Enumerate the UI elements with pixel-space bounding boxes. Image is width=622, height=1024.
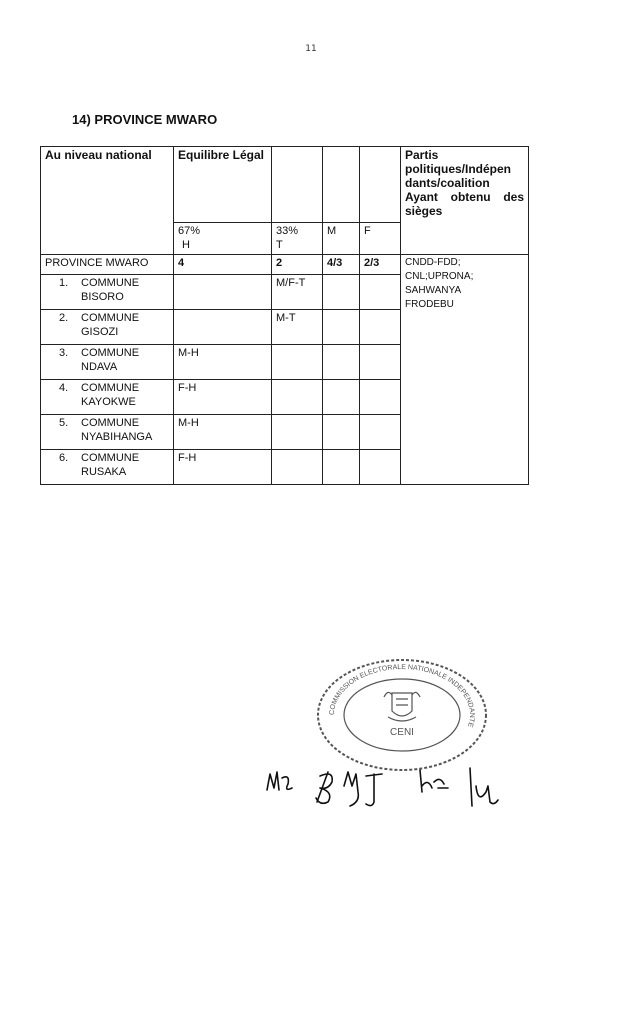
empty-header-cell	[323, 147, 360, 223]
signature-2	[316, 772, 332, 803]
signature-5	[420, 770, 448, 792]
commune-m	[323, 275, 360, 310]
commune-t	[272, 450, 323, 485]
commune-name-cell	[41, 450, 174, 485]
equilibre-header: Equilibre Légal	[174, 147, 272, 223]
official-stamp	[312, 655, 492, 775]
party-line: SAHWANYA	[405, 285, 462, 296]
commune-word: COMMUNE	[81, 382, 140, 394]
parties-header-line: Ayant obtenu des	[405, 190, 524, 204]
commune-t	[272, 415, 323, 450]
commune-name-cell	[41, 415, 174, 450]
coat-of-arms-icon	[384, 692, 420, 721]
pct-t-label: T	[276, 239, 283, 251]
page-number: 11	[305, 44, 317, 54]
commune-f	[360, 415, 401, 450]
province-row	[41, 255, 529, 275]
parties-header	[401, 147, 529, 255]
commune-word: COMMUNE	[81, 277, 140, 289]
province-m: 4/3	[323, 255, 360, 275]
province-parties	[401, 255, 529, 485]
commune-f	[360, 450, 401, 485]
province-h: 4	[174, 255, 272, 275]
commune-t: M-T	[272, 310, 323, 345]
commune-name: KAYOKWE	[81, 396, 136, 408]
empty-header-cell	[272, 147, 323, 223]
stamp-inner-ring	[344, 679, 460, 751]
commune-h	[174, 310, 272, 345]
commune-t	[272, 345, 323, 380]
commune-h: M-H	[174, 415, 272, 450]
commune-number: 4.	[59, 382, 69, 394]
commune-number: 6.	[59, 452, 69, 464]
commune-f	[360, 310, 401, 345]
pct-h-label: H	[182, 239, 190, 251]
parties-header-line: sièges	[405, 204, 443, 218]
parties-header-line: politiques/Indépen	[405, 162, 512, 176]
commune-name-cell	[41, 345, 174, 380]
pct-h-header	[174, 223, 272, 255]
commune-name: GISOZI	[81, 326, 119, 338]
pct-t-header	[272, 223, 323, 255]
stamp-outer-ring	[318, 660, 486, 770]
party-line: FRODEBU	[405, 299, 454, 310]
pct-t-value: 33%	[276, 225, 299, 237]
commune-name: BISORO	[81, 291, 124, 303]
commune-word: COMMUNE	[81, 347, 140, 359]
party-line: CNDD-FDD;	[405, 257, 461, 268]
commune-name-cell	[41, 380, 174, 415]
commune-word: COMMUNE	[81, 417, 140, 429]
commune-word: COMMUNE	[81, 452, 140, 464]
commune-h: M-H	[174, 345, 272, 380]
section-title: 14) PROVINCE MWARO	[72, 112, 218, 127]
commune-name: RUSAKA	[81, 466, 127, 478]
commune-h: F-H	[174, 380, 272, 415]
signature-3	[344, 772, 358, 806]
commune-m	[323, 450, 360, 485]
commune-number: 2.	[59, 312, 69, 324]
province-name: PROVINCE MWARO	[41, 255, 174, 275]
commune-f	[360, 275, 401, 310]
commune-t	[272, 380, 323, 415]
commune-word: COMMUNE	[81, 312, 140, 324]
commune-name-cell	[41, 310, 174, 345]
pct-h-value: 67%	[178, 225, 201, 237]
party-line: CNL;UPRONA;	[405, 271, 474, 282]
signature-1	[267, 772, 292, 790]
commune-number: 1.	[59, 277, 69, 289]
commune-m	[323, 380, 360, 415]
f-header: F	[360, 223, 401, 255]
commune-name: NYABIHANGA	[81, 431, 153, 443]
commune-m	[323, 345, 360, 380]
commune-m	[323, 310, 360, 345]
parties-header-line: dants/coalition	[405, 176, 490, 190]
header-row-top	[41, 147, 529, 223]
stamp-ring-text: COMMISSION ELECTORALE NATIONALE INDEPENDANTE	[328, 663, 476, 728]
province-f: 2/3	[360, 255, 401, 275]
commune-h: F-H	[174, 450, 272, 485]
commune-number: 3.	[59, 347, 69, 359]
commune-f	[360, 380, 401, 415]
stamp-center-text: CENI	[390, 727, 414, 738]
province-t: 2	[272, 255, 323, 275]
national-header: Au niveau national	[41, 147, 174, 255]
commune-m	[323, 415, 360, 450]
parties-header-line: Partis	[405, 148, 439, 162]
commune-name: NDAVA	[81, 361, 118, 373]
commune-name-cell	[41, 275, 174, 310]
results-table	[40, 146, 529, 485]
commune-h	[174, 275, 272, 310]
commune-number: 5.	[59, 417, 69, 429]
commune-f	[360, 345, 401, 380]
m-header: M	[323, 223, 360, 255]
signature-6	[470, 768, 498, 806]
signatures	[262, 762, 512, 822]
empty-header-cell	[360, 147, 401, 223]
commune-t: M/F-T	[272, 275, 323, 310]
signature-4	[366, 774, 382, 806]
